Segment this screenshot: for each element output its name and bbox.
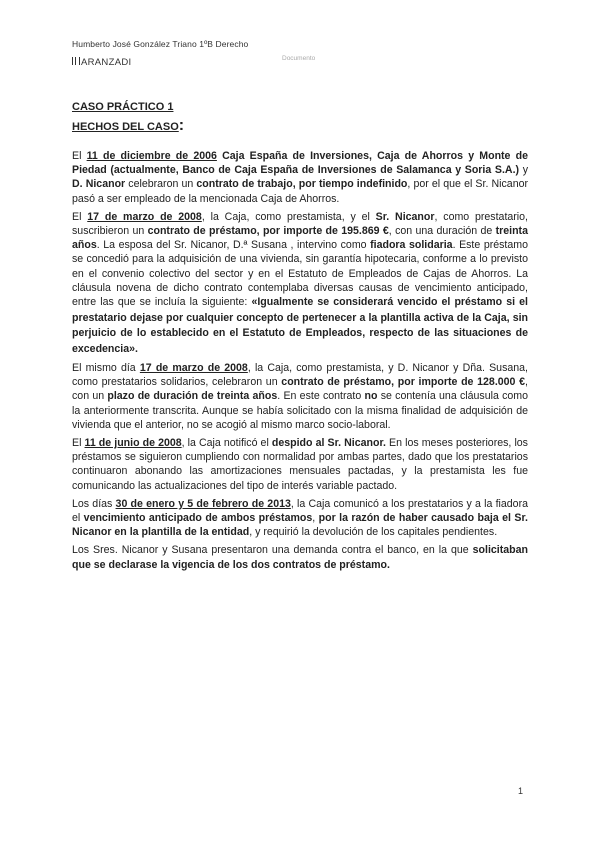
paragraph-2 — [72, 210, 528, 357]
bold-text: solicitaban que se declarase la vigencia de los dos contratos de préstamo. — [72, 544, 528, 571]
bold-text: D. Nicanor — [72, 178, 126, 191]
text: El — [72, 437, 85, 450]
text: se contenía una cláusula como la anteriormente transcrita. Aunque se había solicitado con la misma finalidad de adquisición de vivienda que el anterior, no se acogió al mismo marco socio-laboral. — [72, 390, 528, 431]
page-number: 1 — [518, 786, 524, 796]
paragraph-5 — [72, 497, 528, 540]
author-header: Humberto José González Triano 1ºB Derecho — [72, 39, 249, 49]
text: . La esposa del Sr. Nicanor, D.ª Susana , intervino como — [96, 239, 371, 252]
paragraph-4 — [72, 436, 528, 493]
text: , con un — [72, 376, 528, 403]
quoted-clause: «Igualmente se considerará vencido el préstamo si el prestatario dejase por cualquier concepto de pertenecer a la plantilla activa de la Caja, sin perjuicio de lo establecido en el Estatuto de Empleados, respecto de las situaciones de excedencia». — [72, 296, 528, 355]
document-body — [72, 100, 528, 576]
bold-text: contrato de préstamo, por importe de 128.000 € — [281, 376, 526, 389]
text: , — [312, 512, 319, 525]
text: celebraron un — [125, 178, 197, 191]
paragraph-3 — [72, 361, 528, 432]
text: , la Caja, como prestamista, y D. Nicanor y Dña. Susana, como prestatarios solidarios, celebraron un — [72, 362, 528, 389]
date-text: 17 de marzo de 2008 — [87, 210, 202, 223]
text: En los meses posteriores, los préstamos se siguieron cumpliendo con normalidad por ambas partes, dado que los prestatarios continuaron abonando las amortizaciones mensuales pactadas, y la prestamista les fue comunicando las actualizaciones del tipo de interés variable pactado. — [72, 437, 528, 492]
date-text: 17 de marzo de 2008 — [139, 362, 248, 375]
text: , la Caja comunicó a los prestatarios y a la fiadora el — [72, 497, 528, 525]
bold-text: por la razón de haber causado baja el Sr. Nicanor en la plantilla de la entidad — [72, 512, 528, 539]
date-text: 11 de junio de 2008 — [84, 437, 182, 450]
text: y — [519, 164, 528, 177]
subtitle-colon: : — [178, 117, 185, 134]
text: El mismo día — [72, 362, 140, 375]
text: , por el que el Sr. Nicanor pasó a ser empleado de la mencionada Caja de Ahorros. — [72, 178, 529, 205]
text: Los Sres. Nicanor y Susana presentaron una demanda contra el banco, en la que — [72, 544, 473, 557]
text: , la Caja, como prestamista, y el — [201, 210, 376, 223]
text: , con una duración de — [388, 225, 496, 238]
text: , como prestatario, suscribieron un — [72, 210, 528, 238]
document-label: Documento — [282, 55, 316, 62]
text: , la Caja notificó el — [181, 437, 272, 450]
bold-text: no — [364, 390, 378, 403]
bold-text: fiadora solidaria — [370, 239, 453, 252]
text: . Este préstamo se concedió para la adquisición de una vivienda, sin garantía hipotecaria, conforme a lo previsto en el convenio colectivo del sector y en el Estatuto de Empleados de Cajas de Ahorros. La cláusula novena de dicho contrato contemplaba diversas causas de vencimiento anticipado, entre las que se incluía la siguiente: — [72, 239, 528, 309]
case-title: CASO PRÁCTICO 1 — [72, 101, 174, 113]
text: , y requirió la devolución de los capitales pendientes. — [249, 526, 498, 539]
text: El — [72, 210, 88, 223]
text: El — [72, 150, 87, 162]
bold-text: treinta años — [72, 225, 528, 252]
text: . En este contrato — [277, 390, 365, 403]
bold-text: Sr. Nicanor — [375, 210, 435, 223]
subtitle-text: HECHOS DEL CASO — [72, 121, 179, 133]
date-text: 30 de enero y 5 de febrero de 2013 — [115, 497, 291, 510]
bold-text: contrato de préstamo, por importe de 195.869 € — [147, 225, 389, 238]
bold-text: contrato de trabajo, por tiempo indefinido — [196, 178, 408, 191]
logo-text: ARANZADI — [81, 57, 132, 68]
date-text: 11 de diciembre de 2006 — [86, 150, 217, 162]
bold-text: Caja España de Inversiones, Caja de Ahorros y Monte de Piedad (actualmente, Banco de Caja España de Inversiones de Salamanca y Soria S.A.) — [72, 150, 529, 177]
paragraph-6 — [72, 543, 528, 571]
logo-bars-icon — [72, 57, 80, 65]
case-subtitle — [72, 118, 528, 135]
text: Los días — [72, 497, 116, 510]
bold-text: despido al Sr. Nicanor. — [271, 437, 386, 450]
bold-text: plazo de duración de treinta años — [107, 390, 278, 403]
bold-text: vencimiento anticipado de ambos préstamos — [83, 512, 313, 525]
aranzadi-logo — [72, 57, 131, 68]
paragraph-1 — [72, 149, 528, 206]
